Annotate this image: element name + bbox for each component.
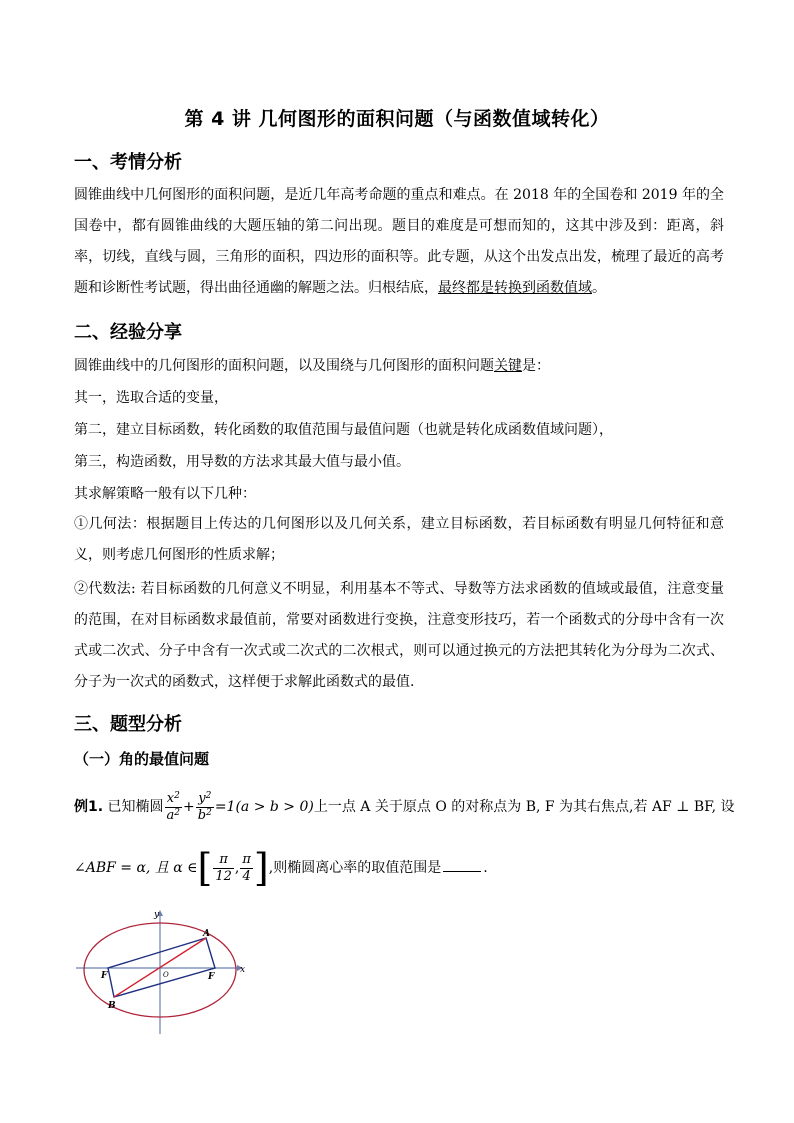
analysis-underlined: 最终都是转换到函数值域	[438, 280, 592, 296]
subsection-heading-angle: （一）角的最值问题	[74, 750, 210, 768]
experience-intro	[74, 356, 550, 376]
ellipse-figure	[72, 900, 262, 1040]
label-o: O	[163, 971, 169, 979]
page-title: 第 4 讲 几何图形的面积问题（与函数值域转化）	[184, 108, 610, 130]
label-f1: F	[101, 971, 108, 981]
step-one: 其一，选取合适的变量，	[74, 390, 228, 406]
analysis-end: 。	[592, 280, 606, 296]
section-heading-analysis: 一、考情分析	[74, 152, 182, 173]
right-bracket: ]	[253, 846, 269, 890]
fraction-pi-12: $\frac{\pi}{12}$	[215, 851, 232, 884]
example-label: 例1.	[74, 799, 104, 815]
example-line-1: 例1. 已知椭圆 $\frac{x^2}{a^2}$ + $\frac{y^2}{b^2}$ =1(a > b > 0)上一点 A 关于原点 O 的对称点为 B, F 为其右焦点,若 AF ⊥ BF, 设	[74, 790, 735, 823]
fraction-pi-4: $\frac{\pi}{4}$	[242, 851, 251, 884]
label-a: A	[203, 929, 210, 939]
step-three: 第三，构造函数，用导数的方法求其最大值与最小值。	[74, 454, 410, 470]
label-f: F	[208, 972, 215, 982]
example-line-2: ∠ABF = α, 且 α ∈[ $\frac{\pi}{12}$ , $\frac{\pi}{4}$ ],则椭圆离心率的取值范围是 .	[74, 846, 488, 890]
label-y: y	[154, 910, 160, 920]
ellipse-equation-rhs: =1(a > b > 0)	[214, 799, 314, 815]
intro-end: 是：	[522, 358, 550, 374]
strategy-intro: 其求解策略一般有以下几种：	[74, 486, 256, 502]
analysis-text: 圆锥曲线中几何图形的面积问题，是近几年高考命题的重点和难点。在 2018 年的全国卷和 2019 年的全国卷中，都有圆锥曲线的大题压轴的第二问出现。题目的难度是可想而知的，这其中涉及到：距离，斜率，切线，直线与圆，三角形的面积，四边形的面积等。此专题，从这个出发点出发，梳理了最近的高考题和诊断性考试题，得出曲径通幽的解题之法。归根结底，	[74, 187, 724, 296]
fraction-x2-a2: $\frac{x^2}{a^2}$	[166, 790, 181, 823]
method-geometric: ①几何法：根据题目上传达的几何图形以及几何关系，建立目标函数，若目标函数有明显几何特征和意义，则考虑几何图形的性质求解；	[74, 516, 724, 563]
example-text-1: 已知椭圆	[107, 799, 164, 815]
analysis-paragraph	[74, 180, 724, 304]
section-heading-experience: 二、经验分享	[74, 322, 182, 343]
left-bracket: [	[197, 846, 213, 890]
answer-blank	[443, 871, 481, 872]
angle-expression: ∠ABF = α, 且 α ∈	[74, 860, 198, 876]
label-b: B	[108, 1001, 116, 1011]
fraction-y2-b2: $\frac{y^2}{b^2}$	[197, 790, 212, 823]
intro-text: 圆锥曲线中的几何图形的面积问题，以及围绕与几何图形的面积问题	[74, 358, 494, 374]
step-two: 第二，建立目标函数，转化函数的取值范围与最值问题（也就是转化成函数值域问题），	[74, 422, 613, 438]
intro-underlined: 关键	[494, 358, 522, 374]
example-end: .	[483, 860, 488, 876]
example-text-2: 上一点 A 关于原点 O 的对称点为 B, F 为其右焦点,若 AF ⊥ BF, 设	[313, 799, 735, 815]
section-heading-problems: 三、题型分析	[74, 714, 182, 735]
example-text-3: ,则椭圆离心率的取值范围是	[268, 860, 442, 876]
method-algebraic: ②代数法: 若目标函数的几何意义不明显，利用基本不等式、导数等方法求函数的值域或最值，注意变量的范围，在对目标函数求最值前，常要对函数进行变换，注意变形技巧，若一个函数式的分母中含有一次式或二次式、分子中含有一次式或二次式的二次根式，则可以通过换元的方法把其转化为分母为二次式、分子为一次式的函数式，这样便于求解此函数式的最值.	[74, 581, 724, 690]
label-x: x	[240, 965, 246, 975]
